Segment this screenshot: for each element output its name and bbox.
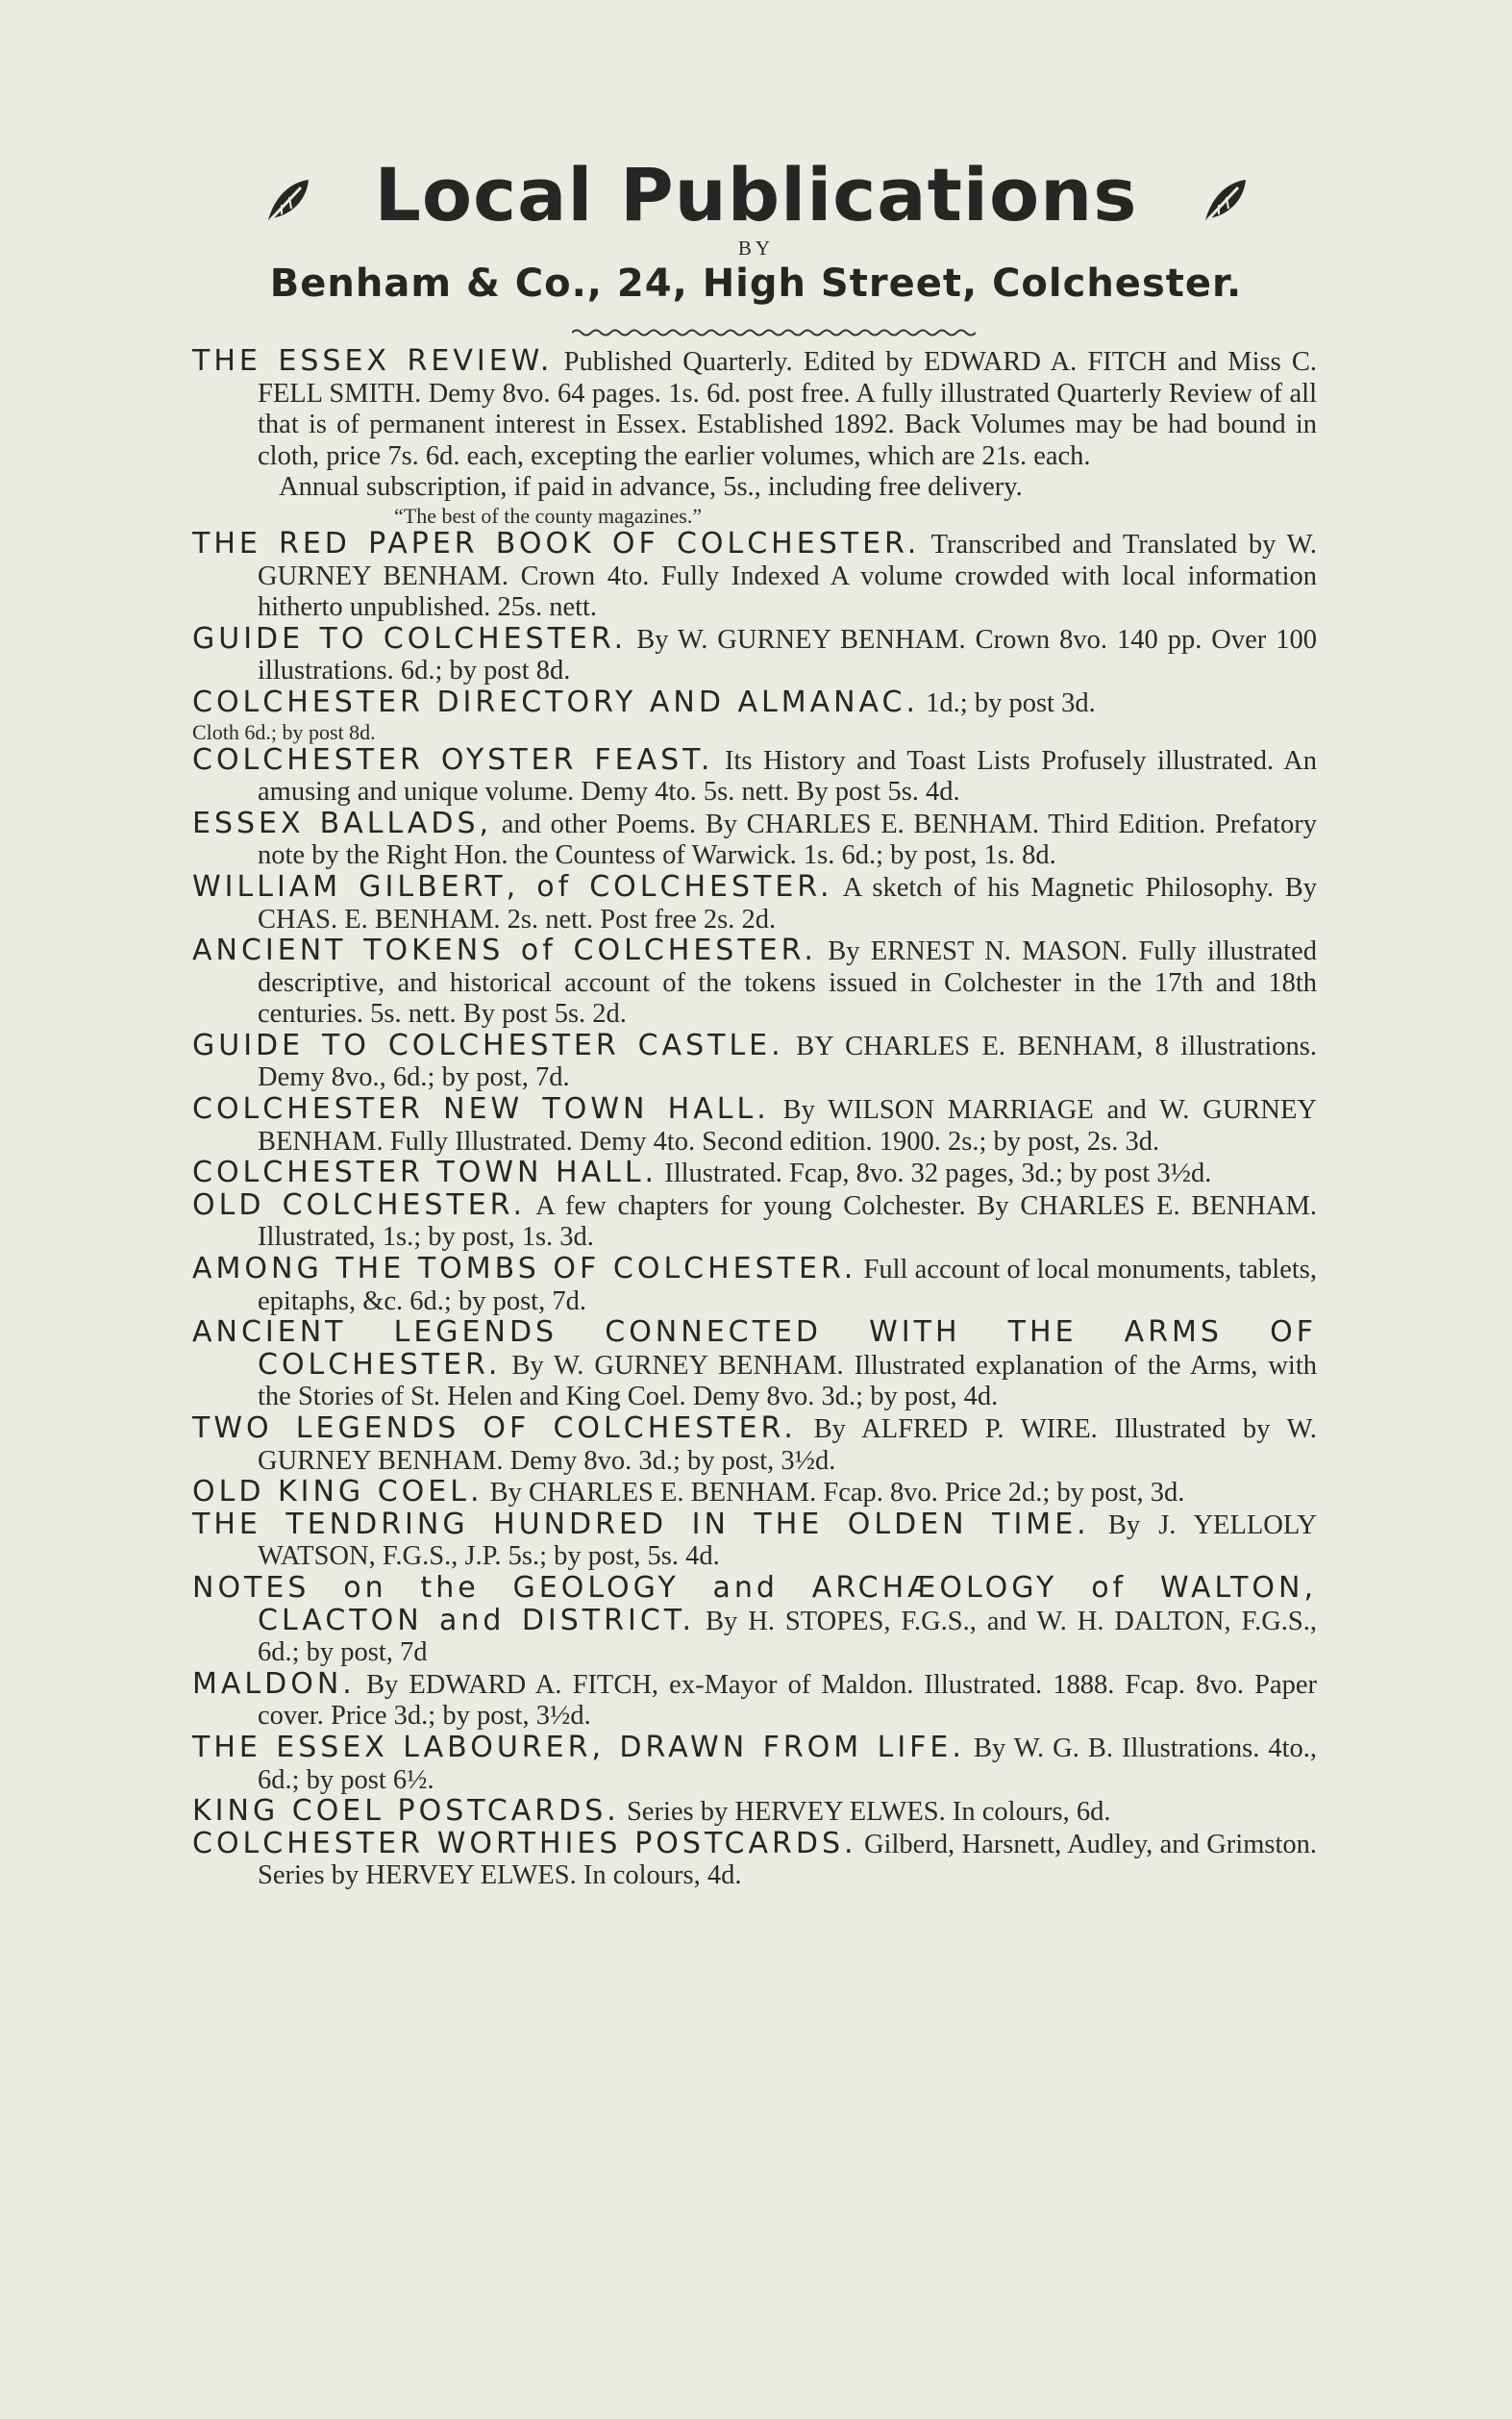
list-item — [192, 621, 1318, 687]
entry-text: Its History and Toast Lists Profusely illustrated. An amusing and unique volume. Demy 4to. 5s. nett. By post 5s. 4d. — [258, 745, 1317, 808]
list-item — [192, 526, 1317, 624]
list-item — [192, 806, 1318, 872]
entry-title: MALDON. — [192, 1666, 356, 1701]
entry-title: GUIDE TO COLCHESTER CASTLE. — [192, 1028, 784, 1062]
list-item — [192, 869, 1317, 935]
list-item — [192, 935, 1317, 1031]
entry-title: COLCHESTER TOWN HALL. — [192, 1156, 658, 1190]
list-item — [192, 1826, 1318, 1892]
entry-text: 1d.; by post 3d. — [926, 687, 1096, 718]
entry-title: THE ESSEX LABOURER, DRAWN FROM LIFE. — [192, 1730, 965, 1764]
entry-text: By WILSON MARRIAGE and W. GURNEY BENHAM. Fully Illustrated. Demy 4to. Second edition. 1900. 2s.; by post, 2s. 3d. — [258, 1095, 1317, 1157]
entry-title: OLD COLCHESTER. — [192, 1187, 526, 1222]
entry-title: THE ESSEX REVIEW. — [192, 344, 554, 378]
list-item — [192, 1158, 1317, 1190]
entry-title: OLD KING COEL. — [192, 1475, 483, 1509]
entry-text: A few chapters for young Colchester. By CHARLES E. BENHAM. Illustrated, 1s.; by post, 1s. 3d. — [258, 1190, 1317, 1253]
page-title: Local Publications — [374, 152, 1138, 237]
entry-note: Cloth 6d.; by post 8d. — [192, 719, 376, 744]
publications-list — [192, 346, 1317, 1892]
list-item — [192, 1477, 1317, 1509]
entry-title: TWO LEGENDS OF COLCHESTER. — [192, 1411, 797, 1445]
list-item — [192, 1254, 1317, 1317]
list-item — [192, 1187, 1317, 1254]
entry-title: ANCIENT LEGENDS CONNECTED WITH THE ARMS OF COLCHESTER. — [192, 1315, 1317, 1382]
entry-title: WILLIAM GILBERT, of COLCHESTER. — [192, 869, 833, 904]
entry-note: Annual subscription, if paid in advance, 5s., including free delivery. — [279, 472, 1023, 503]
entry-title: COLCHESTER DIRECTORY AND ALMANAC. — [192, 685, 920, 719]
entry-text: By ERNEST N. MASON. Fully illustrated descriptive, and historical account of the tokens issued in Colchester in the 17th and 18th centuries. 5s. nett. By post 5s. 2d. — [258, 936, 1317, 1030]
entry-text: Gilberd, Harsnett, Audley, and Grimston. Series by HERVEY ELWES. In colours, 4d. — [258, 1829, 1318, 1891]
entry-text: By W. GURNEY BENHAM. Illustrated explanation of the Arms, with the Stories of St. Helen and King Coel. Demy 8vo. 3d.; by post, 4d. — [258, 1350, 1317, 1412]
entry-text: A sketch of his Magnetic Philosophy. By CHAS. E. BENHAM. 2s. nett. Post free 2s. 2d. — [258, 872, 1317, 935]
list-item — [192, 687, 1317, 720]
entry-title: COLCHESTER NEW TOWN HALL. — [192, 1092, 770, 1127]
list-item — [192, 1028, 1318, 1094]
list-item — [192, 1094, 1317, 1158]
list-item — [192, 1730, 1318, 1796]
entry-text: Series by HERVEY ELWES. In colours, 6d. — [626, 1797, 1111, 1828]
entry-text: By W. GURNEY BENHAM. Crown 8vo. 140 pp. Over 100 illustrations. 6d.; by post 8d. — [258, 624, 1318, 686]
entry-title: ANCIENT TOKENS of COLCHESTER. — [192, 934, 817, 968]
entry-title: NOTES on the GEOLOGY and ARCHÆOLOGY of WALTON, CLACTON and DISTRICT. — [192, 1570, 1317, 1637]
entry-title: THE TENDRING HUNDRED IN THE OLDEN TIME. — [192, 1507, 1090, 1541]
leaf-ornament-icon — [1200, 158, 1250, 243]
entry-title: COLCHESTER OYSTER FEAST. — [192, 742, 714, 777]
entry-title: ESSEX BALLADS, — [192, 806, 493, 840]
entry-text: and other Poems. By CHARLES E. BENHAM. Third Edition. Prefatory note by the Right Hon. the Countess of Warwick. 1s. 6d.; by post, 1s. 8d. — [258, 809, 1318, 871]
wavy-rule — [572, 327, 976, 338]
list-item — [192, 1796, 1317, 1829]
byline: BY — [737, 237, 775, 260]
list-item — [192, 742, 1317, 809]
entry-text: By J. YELLOLY WATSON, F.G.S., J.P. 5s.; by post, 5s. 4d. — [258, 1509, 1317, 1572]
publisher-line: Benham & Co., 24, High Street, Colchester. — [269, 262, 1243, 306]
page-heading — [0, 152, 1512, 243]
entry-text: Illustrated. Fcap, 8vo. 32 pages, 3d.; by post 3½d. — [664, 1159, 1212, 1189]
list-item — [192, 1509, 1317, 1573]
entry-title: GUIDE TO COLCHESTER. — [192, 621, 628, 656]
entry-text: By ALFRED P. WIRE. Illustrated by W. GURNEY BENHAM. Demy 8vo. 3d.; by post, 3½d. — [258, 1414, 1318, 1476]
list-item — [192, 1413, 1317, 1477]
list-item — [192, 346, 1317, 472]
entry-text: Published Quarterly. Edited by EDWARD A. FITCH and Miss C. FELL SMITH. Demy 8vo. 64 pages. 1s. 6d. post free. A fully illustrated Quarterly Review of all that is of permanent interest in Essex. Established 1892. Back Volumes may be had bound in cloth, price 7s. 6d. each, excepting the earlier volumes, which are 21s. each. — [258, 347, 1318, 471]
entry-title: THE RED PAPER BOOK OF COLCHESTER. — [192, 526, 921, 561]
entry-text: Full account of local monuments, tablets, epitaphs, &c. 6d.; by post, 7d. — [258, 1255, 1317, 1316]
entry-text: By CHARLES E. BENHAM. Fcap. 8vo. Price 2d.; by post, 3d. — [489, 1478, 1185, 1509]
entry-title: KING COEL POSTCARDS. — [192, 1794, 620, 1829]
list-item — [192, 1317, 1317, 1413]
entry-text: By W. G. B. Illustrations. 4to., 6d.; by post 6½. — [258, 1733, 1318, 1795]
entry-quote: “The best of the county magazines.” — [394, 503, 703, 528]
leaf-ornament-icon — [262, 158, 312, 243]
entry-title: AMONG THE TOMBS OF COLCHESTER. — [192, 1252, 857, 1286]
list-item — [192, 1666, 1318, 1733]
list-item — [192, 1570, 1318, 1669]
entry-text: By H. STOPES, F.G.S., and W. H. DALTON, F.G.S., 6d.; by post, 7d — [258, 1606, 1318, 1668]
entry-text: By EDWARD A. FITCH, ex-Mayor of Maldon. Illustrated. 1888. Fcap. 8vo. Paper cover. Price 3d.; by post, 3½d. — [258, 1669, 1318, 1732]
entry-text: BY CHARLES E. BENHAM, 8 illustrations. Demy 8vo., 6d.; by post, 7d. — [258, 1031, 1318, 1093]
entry-title: COLCHESTER WORTHIES POSTCARDS. — [192, 1826, 857, 1860]
entry-text: Transcribed and Translated by W. GURNEY BENHAM. Crown 4to. Fully Indexed A volume crowded with local information hitherto unpublished. 25s. nett. — [258, 529, 1317, 623]
